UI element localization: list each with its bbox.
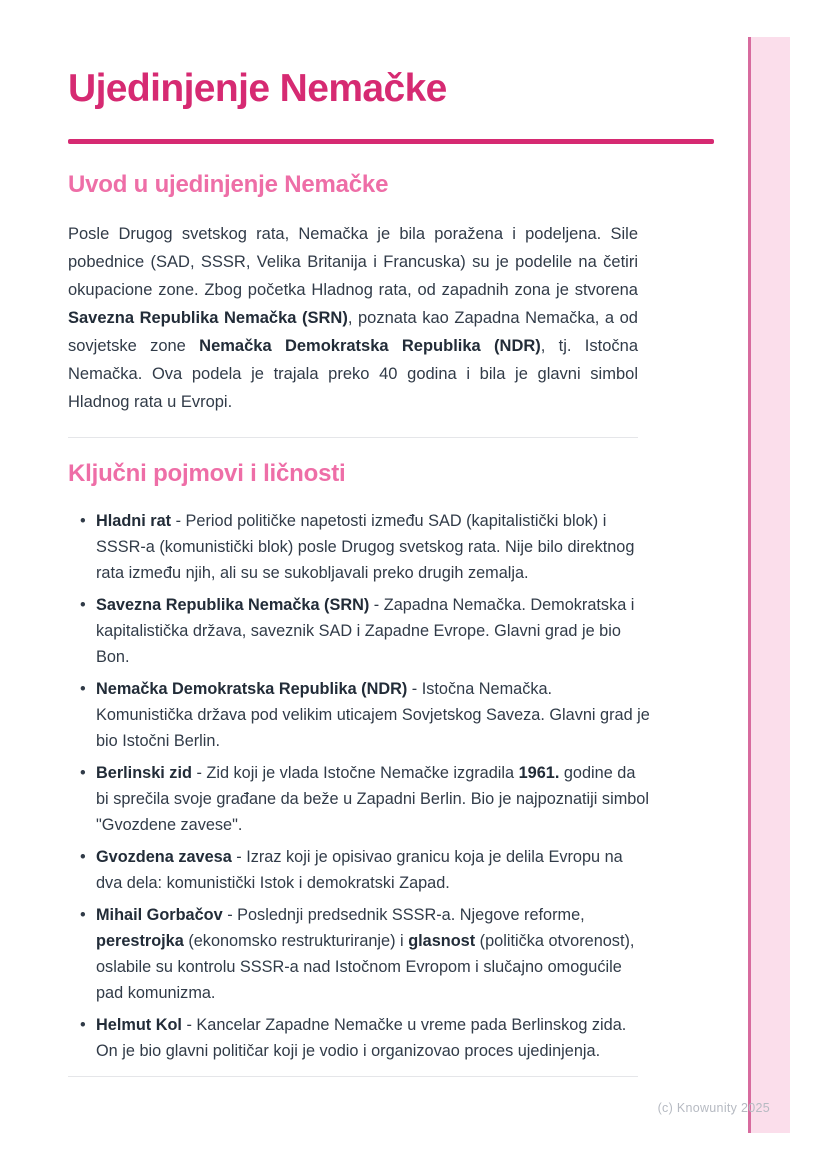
title-underline-rule xyxy=(68,139,714,144)
key-terms-list xyxy=(68,508,650,1064)
section-heading-key-terms: Ključni pojmovi i ličnosti xyxy=(68,460,346,487)
section-divider-top xyxy=(68,437,638,438)
list-item-helmut-kol: • Helmut Kol - Kancelar Zapadne Nemačke u vreme pada Berlinskog zida. On je bio glavni političar koji je vodio i organizovao proces ujedinjenja. xyxy=(80,1012,650,1064)
list-item-gorbacov: • Mihail Gorbačov - Poslednji predsednik SSSR-a. Njegove reforme, perestrojka (ekonomsko restrukturiranje) i glasnost (politička otvorenost), oslabile su kontrolu SSSR-a nad Istočnom Evropom i slučajno omogućile pad komunizma. xyxy=(80,902,650,1006)
intro-paragraph: Posle Drugog svetskog rata, Nemačka je bila poražena i podeljena. Sile pobednice (SAD, SSSR, Velika Britanija i Francuska) su je podelile na četiri okupacione zone. Zbog početka Hladnog rata, od zapadnih zona je stvorena Savezna Republika Nemačka (SRN), poznata kao Zapadna Nemačka, a od sovjetske zone Nemačka Demokratska Republika (NDR), tj. Istočna Nemačka. Ova podela je trajala preko 40 godina i bila je glavni simbol Hladnog rata u Evropi. xyxy=(68,225,638,411)
section-divider-bottom xyxy=(68,1076,638,1077)
footer-credit: (c) Knowunity 2025 xyxy=(657,1101,770,1115)
page-title: Ujedinjenje Nemačke xyxy=(68,67,447,110)
list-item-ndr: • Nemačka Demokratska Republika (NDR) - Istočna Nemačka. Komunistička država pod velikim uticajem Sovjetskog Saveza. Glavni grad je bio Istočni Berlin. xyxy=(80,676,650,754)
list-item-gvozdena-zavesa: • Gvozdena zavesa - Izraz koji je opisivao granicu koja je delila Evropu na dva dela: komunistički Istok i demokratski Zapad. xyxy=(80,844,650,896)
list-item-berlinski-zid: • Berlinski zid - Zid koji je vlada Istočne Nemačke izgradila 1961. godine da bi sprečila svoje građane da beže u Zapadni Berlin. Bio je najpoznatiji simbol "Gvozdene zavese". xyxy=(80,760,650,838)
section-heading-intro: Uvod u ujedinjenje Nemačke xyxy=(68,171,389,198)
list-item-srn: • Savezna Republika Nemačka (SRN) - Zapadna Nemačka. Demokratska i kapitalistička država, saveznik SAD i Zapadne Evrope. Glavni grad je bio Bon. xyxy=(80,592,650,670)
right-accent-stripe xyxy=(748,37,790,1133)
list-item-hladni-rat: • Hladni rat - Period političke napetosti između SAD (kapitalistički blok) i SSSR-a (komunistički blok) posle Drugog svetskog rata. Nije bilo direktnog rata između njih, ali su se sukobljavali preko drugih zemalja. xyxy=(80,508,650,586)
page-content xyxy=(68,0,714,1077)
